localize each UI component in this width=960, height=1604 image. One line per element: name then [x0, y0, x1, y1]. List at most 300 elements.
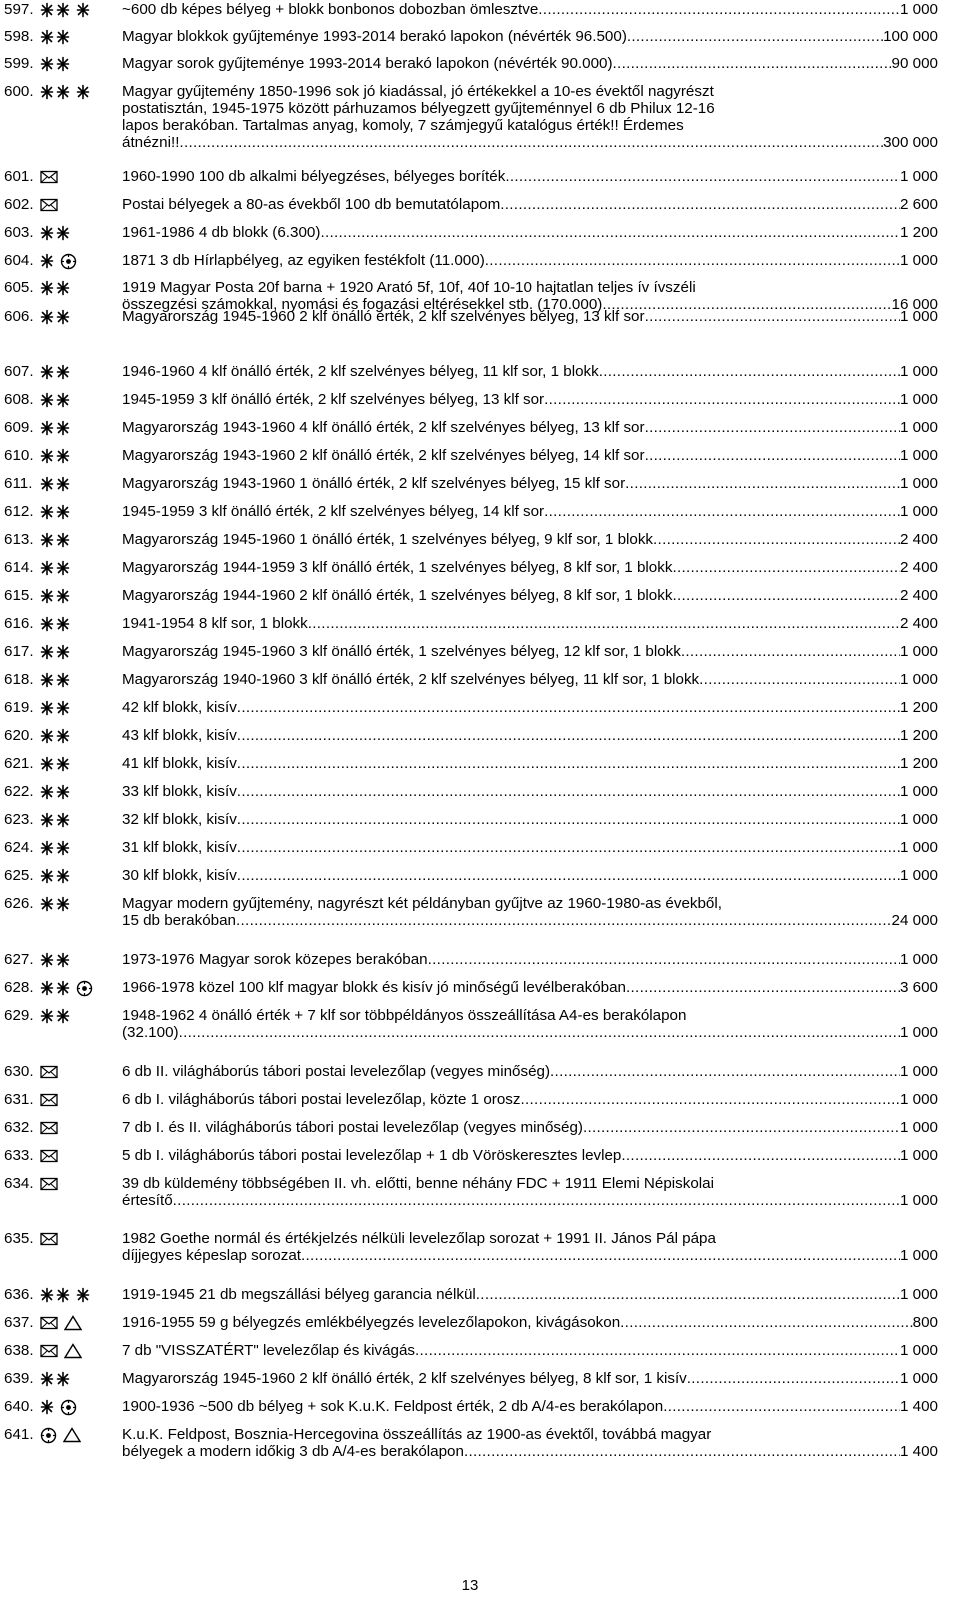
starting-price: 1 000: [899, 168, 938, 185]
dot-leader: [621, 1147, 900, 1164]
description-line: [122, 839, 938, 856]
lot-description: [122, 951, 938, 968]
description-text: Magyarország 1945-1960 1 önálló érték, 1 szelvényes bélyeg, 9 klf sor, 1 blokk: [122, 531, 654, 548]
description-line: [122, 503, 938, 520]
description-text: 39 db küldemény többségében II. vh. előtti, benne néhány FDC + 1911 Elemi Népiskolai: [122, 1175, 714, 1192]
lot-number: 621.: [4, 755, 34, 772]
description-line: [122, 308, 938, 325]
description-text: 42 klf blokk, kisív: [122, 699, 237, 716]
dot-leader: [173, 1192, 900, 1209]
condition-symbols: [40, 225, 70, 241]
description-text: 33 klf blokk, kisív: [122, 783, 237, 800]
cover-icon: [40, 1344, 58, 1358]
starting-price: 2 400: [899, 615, 938, 632]
starting-price: 1 200: [899, 727, 938, 744]
dot-leader: [485, 252, 900, 269]
description-line: [122, 979, 938, 996]
mint-pair-icon: [40, 29, 70, 45]
dot-leader: [237, 755, 900, 772]
lot-description: [122, 308, 938, 325]
description-line: [122, 1370, 938, 1387]
mint-pair-icon: [40, 1287, 70, 1303]
lot-number: 633.: [4, 1147, 34, 1164]
used-icon: [60, 1399, 77, 1416]
mint-pair-icon: [40, 588, 70, 604]
lot-description: [122, 811, 938, 828]
lot-description: [122, 1426, 938, 1460]
dot-leader: [620, 1314, 913, 1331]
mint-pair-icon: [40, 448, 70, 464]
lot-description: [122, 531, 938, 548]
page-number: 13: [461, 1577, 479, 1594]
condition-symbols: [40, 728, 70, 744]
condition-symbols: [40, 812, 70, 828]
lot-description: [122, 587, 938, 604]
dot-leader: [236, 912, 892, 929]
description-text: Magyarország 1943-1960 2 klf önálló érték, 2 klf szelvényes bélyeg, 14 klf sor: [122, 447, 645, 464]
starting-price: 1 000: [899, 363, 938, 380]
dot-leader: [687, 1370, 900, 1387]
description-text: Magyar gyűjtemény 1850-1996 sok jó kiadással, jó értékekkel a 10-es évektől nagyrészt: [122, 83, 714, 100]
starting-price: 300 000: [883, 134, 938, 151]
lot-description: [122, 783, 938, 800]
starting-price: 1 000: [899, 811, 938, 828]
lot-description: [122, 391, 938, 408]
lot-description: [122, 196, 938, 213]
description-text: 1960-1990 100 db alkalmi bélyegzéses, bélyeges boríték: [122, 168, 506, 185]
description-line: [122, 1426, 938, 1443]
description-line: [122, 83, 938, 100]
dot-leader: [237, 867, 900, 884]
description-line: [122, 895, 938, 912]
mint-pair-icon: [40, 868, 70, 884]
lot-description: [122, 1, 938, 18]
description-line: [122, 1286, 938, 1303]
lot-number: 607.: [4, 363, 34, 380]
starting-price: 1 400: [899, 1443, 938, 1460]
triangle-icon: [64, 1315, 82, 1331]
condition-symbols: [40, 448, 70, 464]
lot-number: 631.: [4, 1091, 34, 1108]
starting-price: 1 000: [899, 783, 938, 800]
lot-number: 636.: [4, 1286, 34, 1303]
dot-leader: [237, 783, 900, 800]
description-line: [122, 1007, 938, 1024]
starting-price: 1 000: [899, 1370, 938, 1387]
lot-number: 630.: [4, 1063, 34, 1080]
lot-number: 623.: [4, 811, 34, 828]
mint-pair-icon: [40, 1371, 70, 1387]
description-text: 1871 3 db Hírlapbélyeg, az egyiken festékfolt (11.000): [122, 252, 485, 269]
condition-symbols: [40, 504, 70, 520]
lot-description: [122, 1091, 938, 1108]
lot-number: 617.: [4, 643, 34, 660]
lot-description: [122, 1230, 938, 1264]
description-line: [122, 419, 938, 436]
starting-price: 1 000: [899, 839, 938, 856]
lot-description: [122, 559, 938, 576]
lot-description: [122, 252, 938, 269]
description-text: Magyarország 1943-1960 1 önálló érték, 2 klf szelvényes bélyeg, 15 klf sor: [122, 475, 626, 492]
description-line: [122, 1147, 938, 1164]
mint-pair-icon: [40, 309, 70, 325]
description-text: (32.100): [122, 1024, 179, 1041]
lot-number: 632.: [4, 1119, 34, 1136]
used-icon: [76, 980, 93, 997]
condition-symbols: [40, 476, 70, 492]
dot-leader: [626, 979, 900, 996]
lot-number: 626.: [4, 895, 34, 912]
starting-price: 1 000: [899, 1286, 938, 1303]
description-line: [122, 1175, 938, 1192]
mint-pair-icon: [40, 812, 70, 828]
description-text: 1973-1976 Magyar sorok közepes berakóban: [122, 951, 428, 968]
lot-number: 605.: [4, 279, 34, 296]
dot-leader: [538, 1, 900, 18]
dot-leader: [613, 55, 892, 72]
description-text: 1919 Magyar Posta 20f barna + 1920 Arató 5f, 10f, 40f 10-10 hajtatlan teljes ív ívszéli: [122, 279, 696, 296]
starting-price: 16 000: [891, 296, 938, 313]
dot-leader: [308, 615, 900, 632]
description-line: [122, 447, 938, 464]
mint-pair-icon: [40, 280, 70, 296]
description-text: átnézni!!: [122, 134, 180, 151]
starting-price: 800: [912, 1314, 938, 1331]
dot-leader: [237, 839, 900, 856]
dot-leader: [672, 559, 900, 576]
description-text: 6 db I. világháborús tábori postai levelezőlap, közte 1 orosz: [122, 1091, 521, 1108]
description-line: [122, 279, 938, 296]
condition-symbols: [40, 1399, 77, 1415]
condition-symbols: [40, 1120, 58, 1136]
description-line: [122, 475, 938, 492]
description-line: [122, 1230, 938, 1247]
description-text: Magyarország 1940-1960 3 klf önálló érték, 2 klf szelvényes bélyeg, 11 klf sor, 1 blokk: [122, 671, 700, 688]
starting-price: 1 000: [899, 1024, 938, 1041]
description-text: 1961-1986 4 db blokk (6.300): [122, 224, 321, 241]
dot-leader: [583, 1119, 900, 1136]
description-line: [122, 811, 938, 828]
starting-price: 1 000: [899, 1063, 938, 1080]
description-text: Magyarország 1945-1960 2 klf önálló érték, 2 klf szelvényes bélyeg, 8 klf sor, 1 kisív: [122, 1370, 687, 1387]
condition-symbols: [40, 1148, 58, 1164]
description-text: 1945-1959 3 klf önálló érték, 2 klf szelvényes bélyeg, 13 klf sor: [122, 391, 545, 408]
dot-leader: [415, 1342, 900, 1359]
condition-symbols: [40, 364, 70, 380]
cover-icon: [40, 1121, 58, 1135]
lot-number: 624.: [4, 839, 34, 856]
lot-description: [122, 224, 938, 241]
lot-number: 603.: [4, 224, 34, 241]
mint-pair-icon: [40, 560, 70, 576]
dot-leader: [681, 643, 900, 660]
description-text: 1900-1936 ~500 db bélyeg + sok K.u.K. Feldpost érték, 2 db A/4-es berakólapon: [122, 1398, 664, 1415]
condition-symbols: [40, 169, 58, 185]
starting-price: 1 200: [899, 224, 938, 241]
lot-number: 601.: [4, 168, 34, 185]
lot-description: [122, 83, 938, 151]
lot-number: 608.: [4, 391, 34, 408]
mint-pair-icon: [40, 364, 70, 380]
starting-price: 1 000: [899, 951, 938, 968]
dot-leader: [521, 1091, 900, 1108]
description-line: [122, 224, 938, 241]
starting-price: 1 000: [899, 447, 938, 464]
lot-number: 625.: [4, 867, 34, 884]
mint-single-icon: [40, 1399, 54, 1415]
condition-symbols: [40, 1343, 82, 1359]
condition-symbols: [40, 420, 70, 436]
mint-pair-icon: [40, 616, 70, 632]
description-text: értesítő: [122, 1192, 173, 1209]
starting-price: 1 000: [899, 419, 938, 436]
condition-symbols: [40, 253, 77, 269]
used-icon: [60, 253, 77, 270]
condition-symbols: [40, 952, 70, 968]
description-line: [122, 1063, 938, 1080]
mint-pair-icon: [40, 784, 70, 800]
condition-symbols: [40, 532, 70, 548]
condition-symbols: [40, 756, 70, 772]
starting-price: 2 600: [899, 196, 938, 213]
lot-description: [122, 419, 938, 436]
description-text: 7 db I. és II. világháborús tábori postai levelezőlap (vegyes minőség): [122, 1119, 583, 1136]
description-text: Magyarország 1943-1960 4 klf önálló érték, 2 klf szelvényes bélyeg, 13 klf sor: [122, 419, 645, 436]
lot-description: [122, 1286, 938, 1303]
mint-pair-icon: [40, 532, 70, 548]
description-line: [122, 867, 938, 884]
description-line: [122, 615, 938, 632]
description-text: 1948-1962 4 önálló érték + 7 klf sor többpéldányos összeállítása A4-es berakólapon: [122, 1007, 687, 1024]
description-line: [122, 587, 938, 604]
description-line: [122, 363, 938, 380]
starting-price: 1 000: [899, 1247, 938, 1264]
lot-description: [122, 1119, 938, 1136]
cover-icon: [40, 1065, 58, 1079]
lot-description: [122, 615, 938, 632]
lot-number: 641.: [4, 1426, 34, 1443]
lot-description: [122, 839, 938, 856]
description-text: 30 klf blokk, kisív: [122, 867, 237, 884]
dot-leader: [428, 951, 900, 968]
description-text: 41 klf blokk, kisív: [122, 755, 237, 772]
lot-description: [122, 1342, 938, 1359]
description-line: [122, 391, 938, 408]
description-line: [122, 783, 938, 800]
starting-price: 1 400: [899, 1398, 938, 1415]
description-line: [122, 1398, 938, 1415]
lot-description: [122, 895, 938, 929]
dot-leader: [663, 1398, 900, 1415]
condition-symbols: [40, 560, 70, 576]
condition-symbols: [40, 644, 70, 660]
condition-symbols: [40, 1371, 70, 1387]
description-line: [122, 531, 938, 548]
description-text: ~600 db képes bélyeg + blokk bonbonos dobozban ömlesztve: [122, 1, 539, 18]
description-line: [122, 1314, 938, 1331]
cover-icon: [40, 1093, 58, 1107]
description-line: [122, 755, 938, 772]
lot-number: 635.: [4, 1230, 34, 1247]
dot-leader: [237, 811, 900, 828]
condition-symbols: [40, 309, 70, 325]
description-text: Magyar sorok gyűjteménye 1993-2014 berakó lapokon (névérték 90.000): [122, 55, 613, 72]
lot-description: [122, 1007, 938, 1041]
starting-price: 3 600: [899, 979, 938, 996]
description-text: 31 klf blokk, kisív: [122, 839, 237, 856]
condition-symbols: [40, 1231, 58, 1247]
condition-symbols: [40, 84, 90, 100]
description-text: 32 klf blokk, kisív: [122, 811, 237, 828]
mint-pair-icon: [40, 728, 70, 744]
condition-symbols: [40, 784, 70, 800]
starting-price: 1 000: [899, 1119, 938, 1136]
starting-price: 2 400: [899, 559, 938, 576]
mint-single-icon: [76, 84, 90, 100]
lot-number: 639.: [4, 1370, 34, 1387]
lot-description: [122, 1175, 938, 1209]
starting-price: 1 200: [899, 755, 938, 772]
mint-pair-icon: [40, 56, 70, 72]
dot-leader: [320, 224, 900, 241]
cover-icon: [40, 170, 58, 184]
description-line: [122, 117, 938, 134]
description-text: 15 db berakóban: [122, 912, 237, 929]
lot-description: [122, 503, 938, 520]
description-text: Magyarország 1944-1960 2 klf önálló érték, 1 szelvényes bélyeg, 8 klf sor, 1 blokk: [122, 587, 673, 604]
dot-leader: [179, 1024, 900, 1041]
lot-number: 637.: [4, 1314, 34, 1331]
cover-icon: [40, 1316, 58, 1330]
description-text: K.u.K. Feldpost, Bosznia-Hercegovina összeállítás az 1900-as évektől, továbbá magyar: [122, 1426, 712, 1443]
lot-description: [122, 475, 938, 492]
lot-number: 640.: [4, 1398, 34, 1415]
description-text: Magyarország 1945-1960 3 klf önálló érték, 1 szelvényes bélyeg, 12 klf sor, 1 blokk: [122, 643, 681, 660]
mint-pair-icon: [40, 980, 70, 996]
lot-number: 598.: [4, 28, 34, 45]
description-text: 1941-1954 8 klf sor, 1 blokk: [122, 615, 308, 632]
mint-pair-icon: [40, 644, 70, 660]
condition-symbols: [40, 896, 70, 912]
mint-pair-icon: [40, 952, 70, 968]
description-text: díjjegyes képeslap sorozat: [122, 1247, 301, 1264]
mint-pair-icon: [40, 700, 70, 716]
triangle-icon: [63, 1427, 81, 1443]
lot-number: 619.: [4, 699, 34, 716]
description-line: [122, 168, 938, 185]
dot-leader: [544, 503, 900, 520]
starting-price: 1 000: [899, 1342, 938, 1359]
condition-symbols: [40, 29, 70, 45]
lot-description: [122, 1370, 938, 1387]
lot-description: [122, 1314, 938, 1331]
description-text: Magyar blokkok gyűjteménye 1993-2014 berakó lapokon (névérték 96.500): [122, 28, 627, 45]
lot-description: [122, 867, 938, 884]
mint-pair-icon: [40, 2, 70, 18]
lot-number: 602.: [4, 196, 34, 213]
starting-price: 90 000: [891, 55, 938, 72]
starting-price: 100 000: [883, 28, 938, 45]
mint-pair-icon: [40, 1008, 70, 1024]
lot-description: [122, 643, 938, 660]
mint-pair-icon: [40, 896, 70, 912]
description-text: Magyar modern gyűjtemény, nagyrészt két példányban gyűjtve az 1960-1980-as évekből,: [122, 895, 722, 912]
description-text: postatisztán, 1945-1975 között párhuzamos bélyegzett gyűjteménnyel 6 db Philux 12-16: [122, 100, 715, 117]
lot-number: 612.: [4, 503, 34, 520]
mint-pair-icon: [40, 225, 70, 241]
mint-single-icon: [76, 2, 90, 18]
description-text: 1982 Goethe normál és értékjelzés nélküli levelezőlap sorozat + 1991 II. János Pál pápa: [122, 1230, 716, 1247]
mint-pair-icon: [40, 420, 70, 436]
cover-icon: [40, 1149, 58, 1163]
condition-symbols: [40, 2, 90, 18]
lot-description: [122, 1147, 938, 1164]
dot-leader: [645, 419, 900, 436]
description-line: [122, 727, 938, 744]
lot-number: 597.: [4, 1, 34, 18]
description-line: [122, 196, 938, 213]
starting-price: 2 400: [899, 531, 938, 548]
description-line: [122, 28, 938, 45]
description-line: [122, 1342, 938, 1359]
dot-leader: [699, 671, 900, 688]
dot-leader: [237, 727, 900, 744]
lot-description: [122, 363, 938, 380]
dot-leader: [237, 699, 900, 716]
description-text: bélyegek a modern időkig 3 db A/4-es berakólapon: [122, 1443, 464, 1460]
condition-symbols: [40, 588, 70, 604]
lot-number: 634.: [4, 1175, 34, 1192]
description-line: [122, 643, 938, 660]
used-icon: [40, 1427, 57, 1444]
condition-symbols: [40, 1092, 58, 1108]
description-text: Magyarország 1944-1959 3 klf önálló érték, 1 szelvényes bélyeg, 8 klf sor, 1 blokk: [122, 559, 673, 576]
lot-description: [122, 979, 938, 996]
description-line: [122, 1119, 938, 1136]
mint-pair-icon: [40, 504, 70, 520]
dot-leader: [653, 531, 900, 548]
mint-pair-icon: [40, 672, 70, 688]
description-text: 1919-1945 21 db megszállási bélyeg garancia nélkül: [122, 1286, 476, 1303]
cover-icon: [40, 1232, 58, 1246]
dot-leader: [505, 168, 900, 185]
lot-description: [122, 28, 938, 45]
lot-number: 611.: [4, 475, 33, 492]
lot-description: [122, 1063, 938, 1080]
condition-symbols: [40, 672, 70, 688]
lot-description: [122, 671, 938, 688]
description-text: Postai bélyegek a 80-as évekből 100 db bemutatólapom: [122, 196, 501, 213]
dot-leader: [179, 134, 883, 151]
lot-number: 638.: [4, 1342, 34, 1359]
lot-number: 600.: [4, 83, 34, 100]
lot-number: 609.: [4, 419, 34, 436]
description-text: 1946-1960 4 klf önálló érték, 2 klf szelvényes bélyeg, 11 klf sor, 1 blokk: [122, 363, 599, 380]
lot-number: 606.: [4, 308, 34, 325]
cover-icon: [40, 1177, 58, 1191]
starting-price: 2 400: [899, 587, 938, 604]
lot-description: [122, 699, 938, 716]
description-line: [122, 951, 938, 968]
description-text: 1945-1959 3 klf önálló érték, 2 klf szelvényes bélyeg, 14 klf sor: [122, 503, 545, 520]
description-text: 1916-1955 59 g bélyegzés emlékbélyegzés levelezőlapokon, kivágásokon: [122, 1314, 621, 1331]
condition-symbols: [40, 840, 70, 856]
description-line: [122, 1247, 938, 1264]
dot-leader: [627, 28, 883, 45]
starting-price: 1 000: [899, 643, 938, 660]
condition-symbols: [40, 392, 70, 408]
dot-leader: [645, 447, 900, 464]
